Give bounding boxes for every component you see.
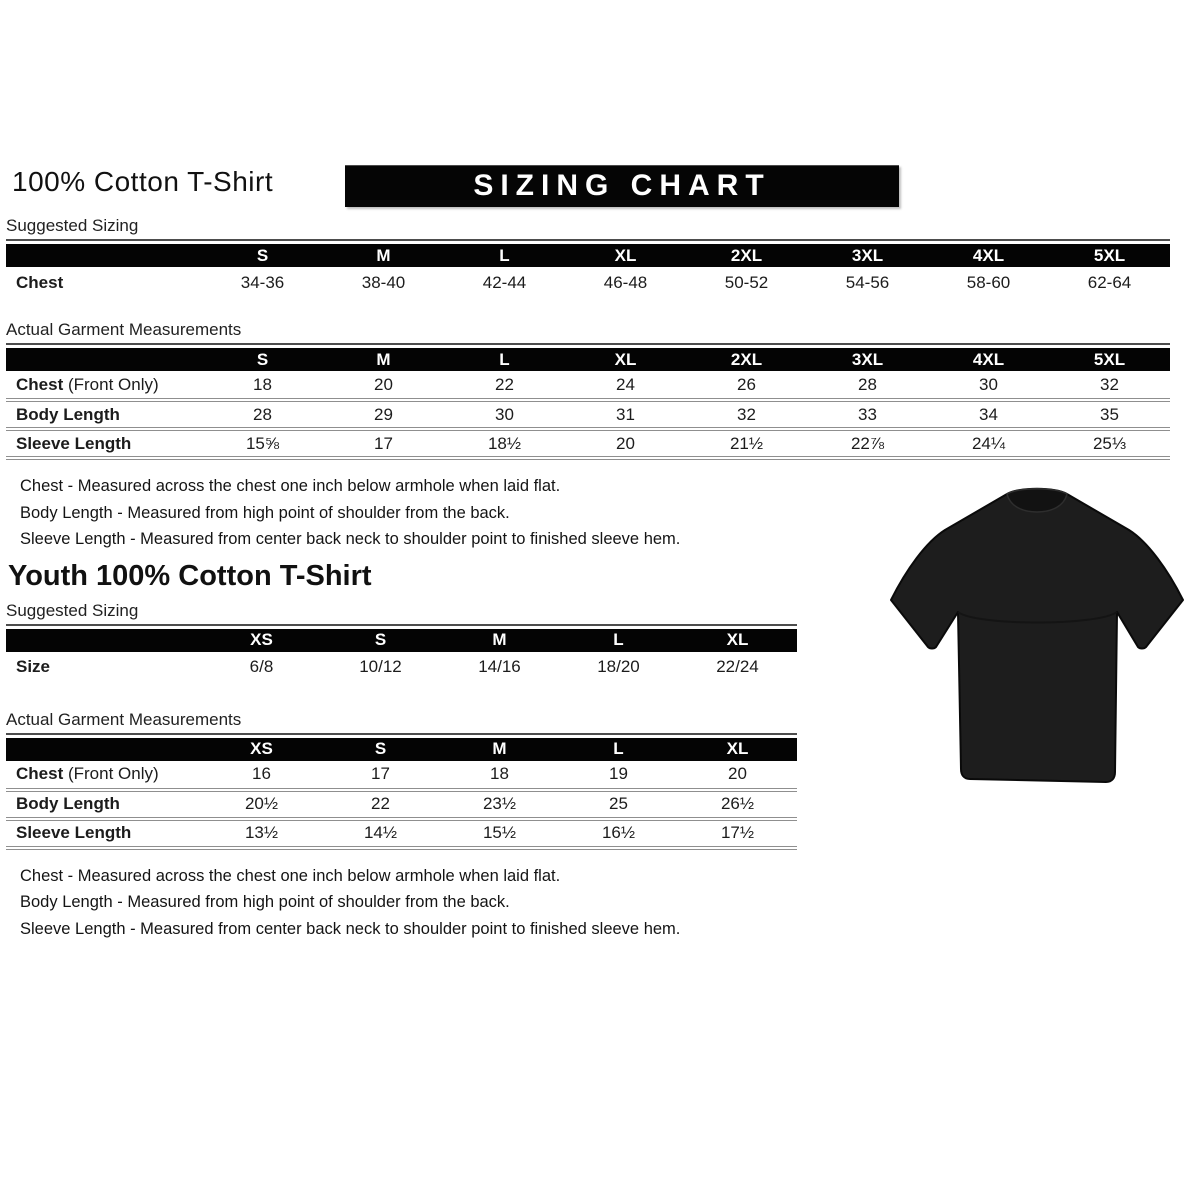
note-line: Body Length - Measured from high point of shoulder from the back.	[20, 503, 510, 522]
youth-measurements-table	[6, 738, 797, 850]
size-column-header: 3XL	[807, 244, 928, 267]
size-column-header: M	[440, 629, 559, 652]
size-column-header: 4XL	[928, 244, 1049, 267]
table-cell: 6/8	[249, 657, 274, 676]
row-label: Chest (Front Only)	[6, 761, 202, 790]
size-column-header: M	[440, 738, 559, 761]
row-label: Body Length	[6, 400, 202, 429]
page-title: 100% Cotton T-Shirt	[12, 166, 274, 197]
table-cell: 20½	[202, 790, 321, 819]
size-column-header: XL	[678, 629, 797, 652]
adult-suggested-sizing-label: Suggested Sizing	[6, 216, 1170, 241]
black-tshirt-icon	[886, 478, 1188, 812]
table-cell: 32	[686, 400, 807, 429]
table-cell: 34	[928, 400, 1049, 429]
empty-header-cell	[6, 629, 202, 652]
size-column-header: XL	[565, 244, 686, 267]
table-cell: 28	[807, 371, 928, 400]
size-column-header: M	[323, 244, 444, 267]
table-cell: 17	[323, 429, 444, 458]
table-cell: 58-60	[966, 272, 1011, 292]
table-cell: 16½	[559, 819, 678, 848]
table-cell: 18	[440, 761, 559, 790]
table-cell: 21½	[686, 429, 807, 458]
table-cell: 22/24	[716, 657, 759, 676]
table-cell: 22	[444, 371, 565, 400]
table-cell: 30	[444, 400, 565, 429]
size-column-header: S	[202, 244, 323, 267]
header-row	[6, 164, 1176, 208]
table-cell: 22⅞	[807, 429, 928, 458]
table-cell: 16	[202, 761, 321, 790]
size-column-header: 2XL	[686, 244, 807, 267]
table-cell: 34-36	[240, 272, 285, 292]
sizing-chart-banner-label: SIZING CHART	[473, 169, 771, 202]
row-label: Sleeve Length	[6, 429, 202, 458]
table-cell: 14/16	[478, 657, 521, 676]
table-cell: 38-40	[361, 272, 406, 292]
table-cell: 50-52	[724, 272, 769, 292]
youth-chest-front-only-row	[6, 761, 797, 790]
sizing-chart-banner	[345, 165, 899, 207]
note-line: Body Length - Measured from high point of shoulder from the back.	[20, 893, 510, 911]
adult-chest-row	[6, 267, 1170, 298]
tshirt-product-image	[886, 478, 1188, 812]
adult-measurements-table	[6, 348, 1170, 460]
table-cell: 24	[565, 371, 686, 400]
table-cell: 14½	[321, 819, 440, 848]
size-column-header: L	[559, 738, 678, 761]
row-label: Body Length	[6, 790, 202, 819]
table-cell: 26½	[678, 790, 797, 819]
row-label: Chest (Front Only)	[6, 371, 202, 400]
youth-body-length-row	[6, 790, 797, 819]
table-cell: 15⅝	[202, 429, 323, 458]
table-cell: 20	[323, 371, 444, 400]
size-column-header: XS	[202, 629, 321, 652]
table-cell: 29	[323, 400, 444, 429]
table-cell: 15½	[440, 819, 559, 848]
size-column-header: M	[323, 348, 444, 371]
table-cell: 20	[678, 761, 797, 790]
table-cell: 22	[321, 790, 440, 819]
table-cell: 24¼	[928, 429, 1049, 458]
table-cell: 46-48	[603, 272, 648, 292]
adult-suggested-sizing-table	[6, 244, 1170, 298]
table-cell: 42-44	[482, 272, 527, 292]
youth-measurement-notes	[6, 863, 1176, 943]
row-label: Chest	[16, 272, 64, 292]
table-cell: 13½	[202, 819, 321, 848]
youth-section-title: Youth 100% Cotton T-Shirt	[8, 559, 372, 592]
note-line: Chest - Measured across the chest one inch below armhole when laid flat.	[20, 866, 561, 885]
table-cell: 23½	[440, 790, 559, 819]
size-column-header: L	[559, 629, 678, 652]
adult-chest-front-only-row	[6, 371, 1170, 400]
size-column-header: XL	[678, 738, 797, 761]
table-cell: 35	[1049, 400, 1170, 429]
table-cell: 32	[1049, 371, 1170, 400]
size-column-header: S	[321, 738, 440, 761]
table-cell: 18/20	[597, 657, 640, 676]
size-column-header: L	[444, 348, 565, 371]
size-column-header: XS	[202, 738, 321, 761]
size-column-header: 5XL	[1049, 348, 1170, 371]
empty-header-cell	[6, 738, 202, 761]
table-cell: 26	[686, 371, 807, 400]
youth-size-row	[6, 652, 797, 683]
youth-measurements-label: Actual Garment Measurements	[6, 710, 797, 735]
row-label: Sleeve Length	[6, 819, 202, 848]
table-cell: 28	[202, 400, 323, 429]
note-line: Chest - Measured across the chest one inch below armhole when laid flat.	[20, 477, 561, 495]
table-cell: 31	[565, 400, 686, 429]
size-column-header: L	[444, 244, 565, 267]
youth-measurements-header-row	[6, 738, 797, 761]
adult-measurements-header-row	[6, 348, 1170, 371]
adult-body-length-row	[6, 400, 1170, 429]
table-cell: 17	[321, 761, 440, 790]
table-cell: 18½	[444, 429, 565, 458]
youth-suggested-header-row	[6, 629, 797, 652]
size-column-header: 5XL	[1049, 244, 1170, 267]
adult-measurements-label: Actual Garment Measurements	[6, 320, 1170, 345]
empty-header-cell	[6, 244, 202, 267]
table-cell: 54-56	[845, 272, 890, 292]
size-column-header: 2XL	[686, 348, 807, 371]
size-column-header: S	[321, 629, 440, 652]
note-line: Sleeve Length - Measured from center back neck to shoulder point to finished sleeve hem.	[20, 919, 681, 938]
table-cell: 20	[565, 429, 686, 458]
note-line: Sleeve Length - Measured from center back neck to shoulder point to finished sleeve hem.	[20, 530, 681, 548]
table-cell: 19	[559, 761, 678, 790]
table-cell: 62-64	[1087, 272, 1132, 292]
youth-sleeve-length-row	[6, 819, 797, 848]
table-cell: 33	[807, 400, 928, 429]
table-cell: 25	[559, 790, 678, 819]
table-cell: 10/12	[359, 657, 402, 676]
table-cell: 18	[202, 371, 323, 400]
table-cell: 30	[928, 371, 1049, 400]
empty-header-cell	[6, 348, 202, 371]
adult-suggested-header-row	[6, 244, 1170, 267]
row-label: Size	[16, 657, 51, 676]
size-column-header: 3XL	[807, 348, 928, 371]
youth-suggested-sizing-table	[6, 629, 797, 683]
size-column-header: 4XL	[928, 348, 1049, 371]
table-cell: 17½	[678, 819, 797, 848]
table-cell: 25⅓	[1049, 429, 1170, 458]
adult-sleeve-length-row	[6, 429, 1170, 458]
size-column-header: XL	[565, 348, 686, 371]
youth-suggested-sizing-label: Suggested Sizing	[6, 601, 797, 626]
size-column-header: S	[202, 348, 323, 371]
